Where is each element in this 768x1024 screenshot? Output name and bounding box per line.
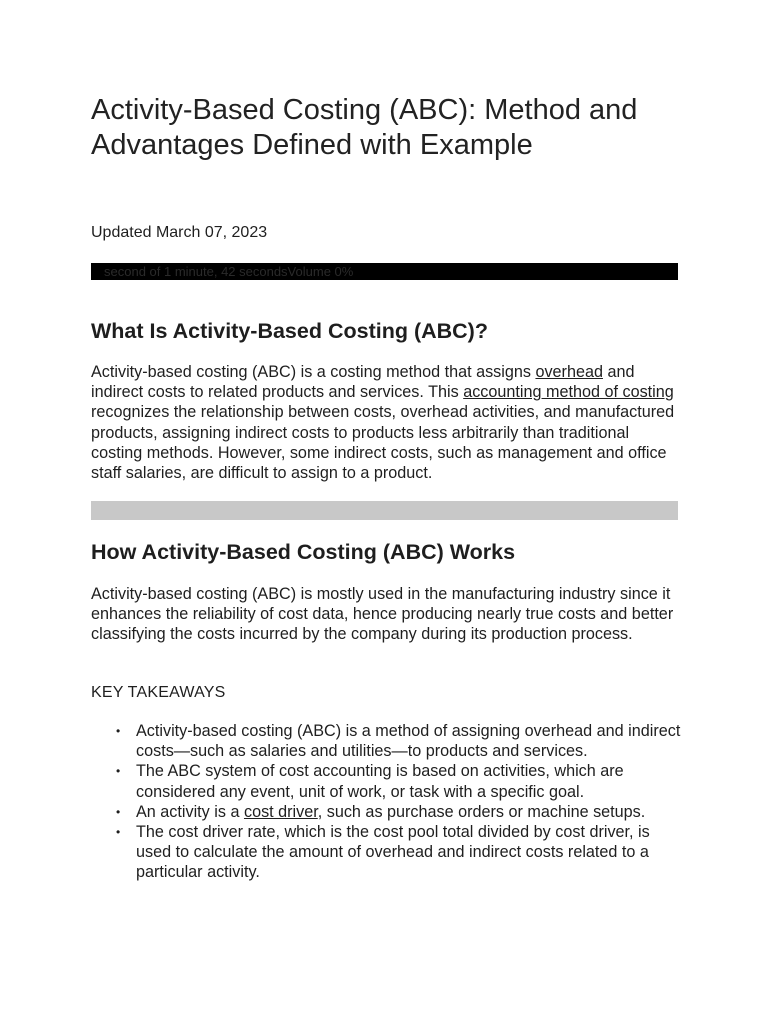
- paragraph-text: and indirect costs to related products and services. This: [91, 363, 635, 402]
- paragraph-how-abc-works: Activity-based costing (ABC) is mostly used in the manufacturing industry since it enhances the reliability of cost data, hence producing nearly true costs and better classifying the costs incurred by the company during its production process.: [91, 585, 674, 644]
- key-takeaways-list: [91, 721, 681, 883]
- takeaway-text: The cost driver rate, which is the cost pool total divided by cost driver, is used to calculate the amount of overhead and indirect costs related to a particular activity.: [136, 823, 650, 882]
- link-overhead[interactable]: overhead: [535, 363, 603, 381]
- play-indicator-icon: [93, 268, 101, 276]
- list-item: [136, 822, 681, 883]
- section-heading-how-abc-works: How Activity-Based Costing (ABC) Works: [91, 540, 516, 564]
- video-player-bar[interactable]: [91, 263, 678, 280]
- section-heading-what-is-abc: What Is Activity-Based Costing (ABC)?: [91, 319, 488, 343]
- paragraph-what-is-abc: [91, 362, 681, 483]
- takeaway-text: An activity is a: [136, 802, 244, 821]
- link-accounting-method[interactable]: accounting method of costing: [463, 383, 674, 402]
- updated-date: Updated March 07, 2023: [91, 224, 268, 241]
- list-item: [136, 802, 681, 822]
- ad-placeholder-divider: [91, 501, 678, 520]
- takeaway-text: Activity-based costing (ABC) is a method of assigning overhead and indirect costs—such as salaries and utilities—to products and services.: [136, 722, 681, 761]
- paragraph-text: Activity-based costing (ABC) is a costing method that assigns: [91, 363, 536, 381]
- key-takeaways-label: KEY TAKEAWAYS: [91, 684, 226, 701]
- takeaway-text: The ABC system of cost accounting is based on activities, which are considered any event, unit of work, or task with a specific goal.: [136, 762, 624, 801]
- list-item: [136, 721, 681, 761]
- takeaway-text: , such as purchase orders or machine setups.: [317, 802, 646, 821]
- player-status-text: second of 1 minute, 42 secondsVolume 0%: [104, 264, 354, 279]
- paragraph-text: recognizes the relationship between costs, overhead activities, and manufactured products, assigning indirect costs to products less arbitrarily than traditional costing methods. However, some indirect costs, such as management and office staff salaries, are difficult to assign to a product.: [91, 403, 675, 483]
- article-title: Activity-Based Costing (ABC): Method and Advantages Defined with Example: [91, 94, 638, 161]
- list-item: [136, 761, 681, 801]
- link-cost-driver[interactable]: cost driver: [243, 802, 318, 821]
